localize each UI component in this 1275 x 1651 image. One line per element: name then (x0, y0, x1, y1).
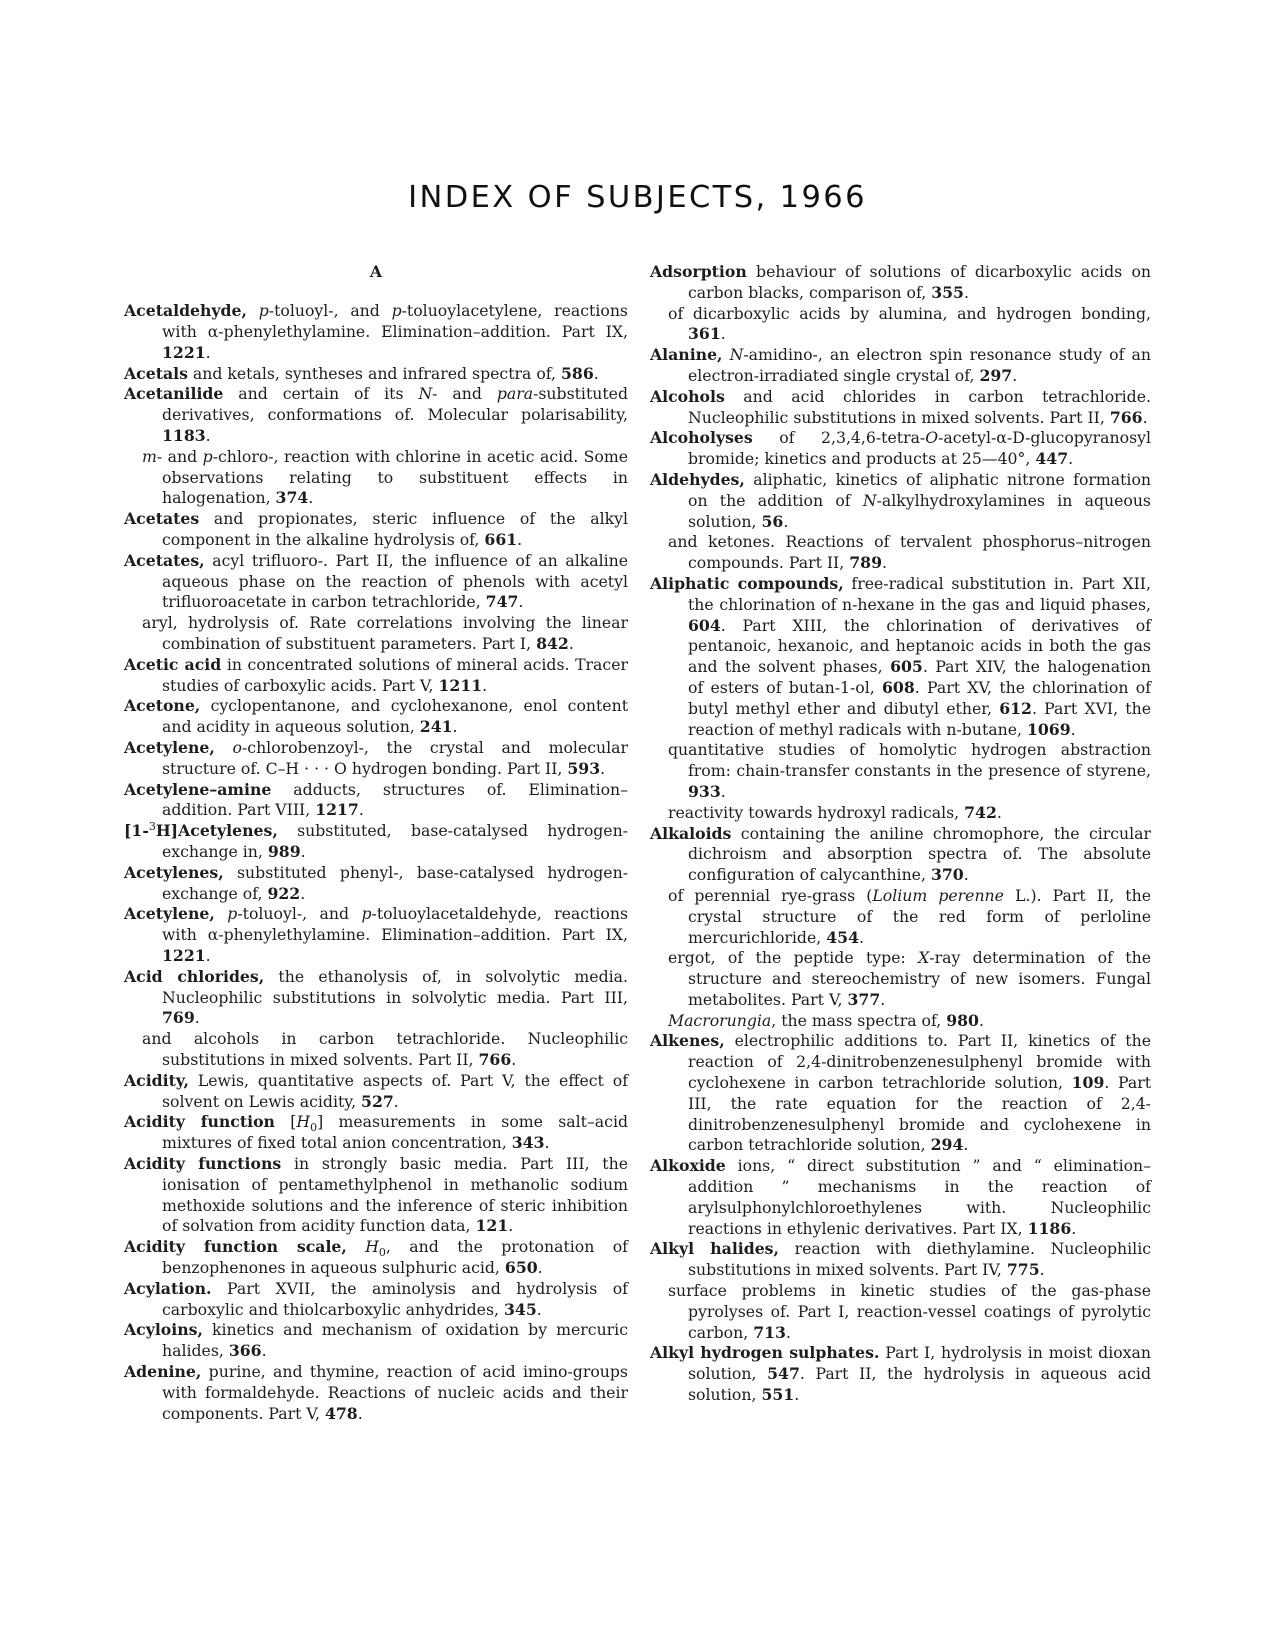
entry-text: . (261, 1341, 267, 1361)
entry-text: . (593, 363, 599, 383)
index-subentry (650, 1281, 1151, 1343)
entry-text: . (393, 1091, 399, 1111)
page-reference: 842 (536, 634, 569, 654)
index-entry (650, 428, 1151, 470)
entry-text: . (568, 634, 574, 654)
entry-heading: Alkoxide (650, 1156, 726, 1176)
entry-heading: Acetone, (124, 696, 201, 716)
entry-text: H (296, 1112, 311, 1132)
page-reference: 775 (1006, 1260, 1040, 1280)
page-reference: 56 (761, 511, 784, 531)
page-reference: 370 (930, 865, 964, 885)
entry-text: . (300, 842, 306, 862)
index-entry (124, 1154, 628, 1237)
entry-text: -amidino-, an electron spin resonance study of an electron-irradiated single crystal of, (688, 345, 1151, 385)
entry-text: electrophilic additions to. Part II, kinetics of the reaction of 2,4-dinitrobenzenesulphenyl bromide with cyclohexene in carbon tetrachloride solution, (688, 1031, 1151, 1093)
page-reference: 361 (688, 324, 721, 344)
entry-text: , the mass spectra of, (771, 1010, 947, 1030)
entry-text: Part I, hydrolysis in moist dioxan solution, (688, 1343, 1151, 1384)
page-title: INDEX OF SUBJECTS, 1966 (408, 180, 867, 215)
entry-text: ] measurements in some salt–acid mixtures of fixed total anion concentration, (162, 1112, 628, 1153)
entry-text: -toluoylacetylene, reactions with α-phenylethylamine. Elimination–addition. Part IX, (162, 301, 628, 342)
entry-text: . (508, 1216, 514, 1236)
index-entry (124, 655, 628, 697)
entry-heading: H]Acetylenes, (155, 821, 278, 841)
entry-text: in strongly basic media. Part III, the ionisation of pentamethylphenol in methanolic sodium methoxide solutions and the inference of steric inhibition of solvation from acidity function data, (162, 1153, 628, 1236)
entry-heading: Alkyl halides, (650, 1239, 779, 1259)
entry-text: . (1039, 1260, 1045, 1280)
entry-text: -acetyl-α-D-glucopyranosyl bromide; kinetics and products at 25—40°, (688, 428, 1151, 469)
entry-text: , and the protonation of benzophenones in aqueous sulphuric acid, (162, 1237, 628, 1277)
page-reference: 650 (504, 1257, 538, 1277)
index-entry (124, 821, 628, 863)
entry-text: . Part XIV, the halogenation of esters of butan-1-ol, (688, 657, 1151, 697)
page-reference: 454 (826, 927, 859, 947)
entry-heading: Alkyl hydrogen sulphates. (650, 1343, 880, 1363)
entry-text: in concentrated solutions of mineral acids. Tracer studies of carboxylic acids. Part V, (162, 654, 628, 695)
entry-text: -toluoyl-, and (237, 904, 362, 924)
entry-text: of dicarboxylic acids by alumina, and hydrogen bonding, (668, 303, 1151, 323)
entry-text: . (963, 1135, 969, 1155)
entry-text: kinetics and mechanism of oxidation by mercuric halides, (162, 1320, 628, 1361)
index-entry (124, 696, 628, 738)
entry-heading: Acetates, (124, 550, 205, 570)
entry-text: . Part III, the rate equation for the reaction of 2,4-dinitrobenzenesulphenyl bromide and cyclohexene in carbon tetrachloride solution, (688, 1073, 1151, 1155)
entry-heading: Acidity, (124, 1070, 189, 1090)
index-entry (650, 470, 1151, 532)
index-entry (124, 384, 628, 446)
entry-text: . (357, 1403, 363, 1423)
index-entry (124, 509, 628, 551)
entry-text (723, 345, 730, 364)
entry-text: of 2,3,4,6-tetra- (752, 428, 926, 448)
entry-heading: Alanine, (650, 345, 723, 365)
entry-text: . (205, 946, 211, 965)
entry-text: Lolium perenne (872, 885, 1004, 905)
entry-text: and propionates, steric influence of the alkyl component in the alkaline hydrolysis of, (162, 509, 628, 550)
page-reference: 374 (275, 488, 309, 508)
entry-text: . Part XV, the chlorination of butyl methyl ether and dibutyl ether, (688, 677, 1151, 718)
index-subentry (124, 1029, 628, 1071)
index-entry (124, 1112, 628, 1154)
entry-text: cyclopentanone, and cyclohexanone, enol content and acidity in aqueous solution, (162, 696, 628, 737)
entry-text: p (227, 904, 238, 924)
page-reference: 789 (849, 553, 882, 573)
entry-text: . (720, 781, 726, 801)
index-subentry (650, 304, 1151, 346)
entry-text: free-radical substitution in. Part XII, the chlorination of n-hexane in the gas and liquid phases, (688, 573, 1151, 614)
page-reference: 109 (1071, 1073, 1105, 1093)
page-reference: 527 (361, 1091, 394, 1111)
entry-text: -substituted derivatives, conformations of. Molecular polarisability, (162, 384, 628, 425)
entry-text: quantitative studies of homolytic hydrogen abstraction from: chain-transfer constants in the presence of styrene, (668, 740, 1151, 781)
index-entry (124, 967, 628, 1029)
entry-text: . (794, 1385, 800, 1405)
page-reference: 933 (688, 781, 721, 801)
entry-text: aryl, hydrolysis of. Rate correlations involving the linear combination of substituent parameters. Part I, (142, 613, 628, 654)
entry-text: O (925, 428, 939, 448)
entry-text: L.). Part II, the crystal structure of the red form of perloline mercurichloride, (688, 885, 1151, 947)
index-entry (124, 904, 628, 966)
entry-heading: Acetic acid (124, 654, 222, 674)
entry-text: . (544, 1133, 550, 1153)
page-reference: 1186 (1027, 1218, 1072, 1238)
index-entry (124, 1279, 628, 1321)
entry-text: . (300, 883, 306, 903)
entry-text: containing the aniline chromophore, the circular dichroism and absorption spectra of. The absolute configuration of calycanthine, (688, 823, 1151, 885)
entry-heading: Acidity functions (124, 1153, 282, 1173)
entry-heading: Acetates (124, 509, 200, 529)
entry-text: aliphatic, kinetics of aliphatic nitrone formation on the addition of (688, 469, 1151, 510)
entry-text: substituted, base-catalysed hydrogen-exchange in, (162, 821, 628, 862)
entry-text: . (978, 1010, 984, 1030)
page-reference: 447 (1035, 449, 1069, 469)
entry-text: . (518, 592, 524, 612)
entry-text: N (418, 384, 433, 404)
entry-text: . (963, 282, 969, 302)
index-entry (124, 551, 628, 613)
entry-text: -toluoylacetaldehyde, reactions with α-phenylethylamine. Elimination–addition. Part IX, (162, 904, 628, 945)
entry-heading: Aldehydes, (650, 469, 745, 489)
left-column (124, 262, 628, 1424)
entry-text: . (511, 1049, 517, 1069)
entry-text (247, 301, 259, 320)
page-reference: 294 (930, 1135, 964, 1155)
right-entries (650, 262, 1151, 1406)
entry-text: reactivity towards hydroxyl radicals, (668, 802, 965, 822)
index-entry (650, 387, 1151, 429)
entry-text: . (194, 1008, 200, 1028)
page-reference: 1221 (162, 342, 206, 362)
entry-text: p (258, 301, 269, 321)
page-reference: 1069 (1026, 719, 1071, 739)
page-reference: 1221 (162, 946, 206, 965)
entry-heading: Acetals (124, 363, 188, 383)
page-reference: 612 (999, 698, 1032, 718)
entry-text: . (1070, 719, 1076, 739)
entry-text: and acid chlorides in carbon tetrachloride. Nucleophilic substitutions in mixed solvents. Part II, (688, 386, 1151, 427)
entry-text: and alcohols in carbon tetrachloride. Nucleophilic substitutions in mixed solvents. Part II, (142, 1029, 628, 1069)
entry-text: of perennial rye-grass ( (668, 885, 873, 905)
entry-text: . (783, 511, 789, 531)
entry-text: X (918, 948, 930, 968)
index-entry (650, 1239, 1151, 1281)
index-entry (124, 1237, 628, 1279)
entry-text: substituted phenyl-, base-catalysed hydrogen-exchange of, (162, 862, 628, 903)
page-reference: 766 (478, 1049, 512, 1069)
index-entry (124, 364, 628, 385)
entry-text: p (391, 301, 402, 321)
index-entry (650, 574, 1151, 740)
entry-text: and ketones. Reactions of tervalent phosphorus–nitrogen compounds. Part II, (668, 532, 1151, 573)
entry-text: Part XVII, the aminolysis and hydrolysis of carboxylic and thiolcarboxylic anhydrides, (162, 1278, 628, 1319)
entry-heading: Acetanilide (124, 384, 224, 404)
entry-text: - and (432, 384, 497, 404)
entry-text: the ethanolysis of, in solvolytic media. Nucleophilic substitutions in solvolytic media. Part III, (162, 966, 628, 1007)
entry-text: 0 (310, 1121, 318, 1135)
entry-text: 3 (148, 819, 156, 833)
entry-text: reaction with diethylamine. Nucleophilic substitutions in mixed solvents. Part IV, (688, 1239, 1151, 1280)
page-reference: 608 (882, 677, 915, 697)
entry-text: . (1142, 407, 1148, 427)
entry-text: ergot, of the peptide type: (668, 948, 919, 968)
section-letter: A (369, 262, 383, 281)
page-reference: 1211 (438, 675, 483, 695)
index-subentry (650, 532, 1151, 574)
entry-text: . (785, 1322, 791, 1342)
entry-heading: Acetylene, (124, 738, 215, 758)
entry-heading: Acidity function (124, 1112, 275, 1132)
index-entry (124, 780, 628, 822)
entry-heading: Aliphatic compounds, (650, 573, 844, 593)
entry-heading: Acetaldehyde, (124, 301, 247, 321)
index-entry (650, 824, 1151, 886)
entry-text: -alkylhydroxylamines in aqueous solution, (688, 490, 1151, 531)
index-subentry (124, 613, 628, 655)
right-column (650, 262, 1151, 1406)
index-subentry (650, 1011, 1151, 1032)
entry-text: . (205, 342, 211, 362)
entry-text: Lewis, quantitative aspects of. Part V, the effect of solvent on Lewis acidity, (162, 1070, 628, 1111)
index-subentry (650, 803, 1151, 824)
entry-heading: Acyloins, (124, 1320, 203, 1340)
entry-heading: Acidity function scale, (124, 1237, 347, 1257)
entry-text (215, 904, 227, 923)
entry-text (215, 738, 233, 757)
index-entry (124, 738, 628, 780)
entry-text: . (517, 530, 523, 550)
page-reference: 742 (964, 802, 997, 822)
entry-text: . (600, 758, 606, 778)
entry-text: . (1071, 1218, 1077, 1238)
page-reference: 551 (761, 1385, 795, 1405)
entry-text: . (452, 717, 458, 737)
page-reference: 922 (267, 883, 301, 903)
entry-text: ions, “ direct substitution ” and “ elimination–addition ” mechanisms in the reaction of arylsulphonylchloroethylenes with. Nucleophilic reactions in ethylenic derivatives. Part IX, (688, 1156, 1151, 1238)
index-entry (650, 1343, 1151, 1405)
page-reference: 980 (946, 1010, 979, 1030)
entry-text: . (536, 1299, 542, 1319)
page-reference: 989 (267, 842, 301, 862)
page-reference: 593 (567, 758, 601, 778)
entry-text: . (358, 800, 364, 820)
index-entry (650, 345, 1151, 387)
entry-text: 0 (378, 1246, 386, 1260)
entry-text: . Part XIII, the chlorination of derivatives of pentanoic, hexanoic, and heptanoic acids in both the gas and the solvent phases, (688, 615, 1151, 677)
entry-text: and ketals, syntheses and infrared spectra of, (187, 363, 562, 383)
index-subentry (650, 886, 1151, 948)
entry-text: - and (156, 446, 203, 466)
page-reference: 377 (847, 989, 881, 1009)
entry-text: . (720, 324, 726, 344)
page-reference: 345 (504, 1299, 537, 1319)
page-reference: 604 (688, 615, 721, 635)
entry-text: -toluoyl-, and (268, 301, 392, 321)
entry-text: . (537, 1257, 543, 1277)
page-reference: 586 (561, 363, 594, 383)
index-entry (124, 1362, 628, 1424)
entry-text: [ (274, 1112, 297, 1132)
entry-heading: Alcohols (650, 386, 725, 406)
entry-text: Macrorungia (668, 1010, 772, 1030)
entry-heading: Acetylene, (124, 904, 215, 924)
entry-text: -ray determination of the structure and stereochemistry of new isomers. Fungal metabolites. Part V, (688, 948, 1151, 1009)
entry-text: H (365, 1237, 379, 1257)
entry-text: acyl trifluoro-. Part II, the influence of an alkaline aqueous phase on the reaction of phenols with acetyl trifluoroacetate in carbon tetrachloride, (162, 550, 628, 612)
page-reference: 355 (931, 282, 964, 302)
entry-text: N (862, 490, 877, 510)
page-reference: 661 (484, 530, 518, 550)
entry-text: N (729, 345, 744, 365)
entry-text: . (205, 426, 211, 446)
entry-text: adducts, structures of. Elimination–addition. Part VIII, (162, 779, 628, 820)
entry-heading: Alkaloids (650, 823, 732, 843)
index-entry (124, 863, 628, 905)
page-reference: 547 (767, 1364, 800, 1384)
index-entry (124, 1320, 628, 1362)
page-reference: 366 (228, 1341, 262, 1361)
left-entries (124, 301, 628, 1424)
page-reference: 1217 (315, 800, 359, 820)
index-entry (650, 1031, 1151, 1156)
entry-text: para (496, 384, 534, 404)
page-reference: 478 (324, 1403, 358, 1423)
page-reference: 766 (1109, 407, 1143, 427)
entry-text: . (1068, 449, 1074, 469)
page-reference: 241 (419, 717, 453, 737)
page-reference: 747 (485, 592, 519, 612)
index-subentry (124, 447, 628, 509)
entry-text: . (963, 865, 969, 885)
entry-heading: Acetylenes, (124, 862, 224, 882)
page-reference: 769 (162, 1008, 195, 1028)
entry-heading: Adsorption (650, 262, 747, 281)
index-subentry (650, 948, 1151, 1010)
entry-text: behaviour of solutions of dicarboxylic acids on carbon blacks, comparison of, (688, 262, 1151, 302)
entry-text: . (996, 802, 1002, 822)
entry-text: m (142, 446, 157, 466)
entry-text (347, 1237, 365, 1256)
page-reference: 121 (475, 1216, 509, 1236)
entry-heading: Acylation. (124, 1278, 212, 1298)
entry-heading: Acetylene–amine (124, 779, 272, 799)
entry-text: and certain of its (223, 384, 419, 404)
entry-text: . (858, 927, 864, 947)
page-reference: 713 (753, 1322, 786, 1342)
entry-text: . (308, 488, 314, 508)
index-entry (124, 1071, 628, 1113)
entry-text: . (1012, 365, 1018, 385)
page-reference: 605 (890, 657, 923, 677)
entry-text: -chloro-, reaction with chlorine in acetic acid. Some observations relating to substituent effects in halogenation, (162, 446, 629, 508)
entry-heading: Acid chlorides, (124, 966, 265, 986)
index-entry (650, 262, 1151, 304)
entry-text: . (881, 553, 887, 573)
entry-heading: Alkenes, (650, 1031, 725, 1051)
entry-text: . Part II, the hydrolysis in aqueous acid solution, (688, 1364, 1151, 1405)
page-reference: 343 (511, 1133, 545, 1153)
entry-text: -chlorobenzoyl-, the crystal and molecular structure of. C–H · · · O hydrogen bonding. Part II, (162, 738, 628, 778)
entry-text: . (880, 989, 886, 1009)
index-subentry (650, 740, 1151, 802)
index-entry (124, 301, 628, 363)
entry-heading: Adenine, (124, 1361, 202, 1381)
entry-heading: Alcoholyses (650, 428, 753, 448)
entry-text: . Part XVI, the reaction of methyl radicals with n-butane, (688, 698, 1152, 739)
entry-text: purine, and thymine, reaction of acid imino-groups with formaldehyde. Reactions of nucleic acids and their components. Part V, (162, 1361, 628, 1423)
page-reference: 1183 (162, 426, 206, 446)
page-reference: 297 (979, 365, 1013, 385)
entry-text: o (232, 738, 242, 758)
entry-text: . (482, 675, 488, 695)
entry-text: p (202, 446, 213, 466)
entry-heading: [1- (124, 821, 149, 841)
entry-text: p (361, 904, 372, 924)
entry-text: surface problems in kinetic studies of the gas-phase pyrolyses of. Part I, reaction-vessel coatings of pyrolytic carbon, (668, 1281, 1151, 1342)
index-entry (650, 1156, 1151, 1239)
